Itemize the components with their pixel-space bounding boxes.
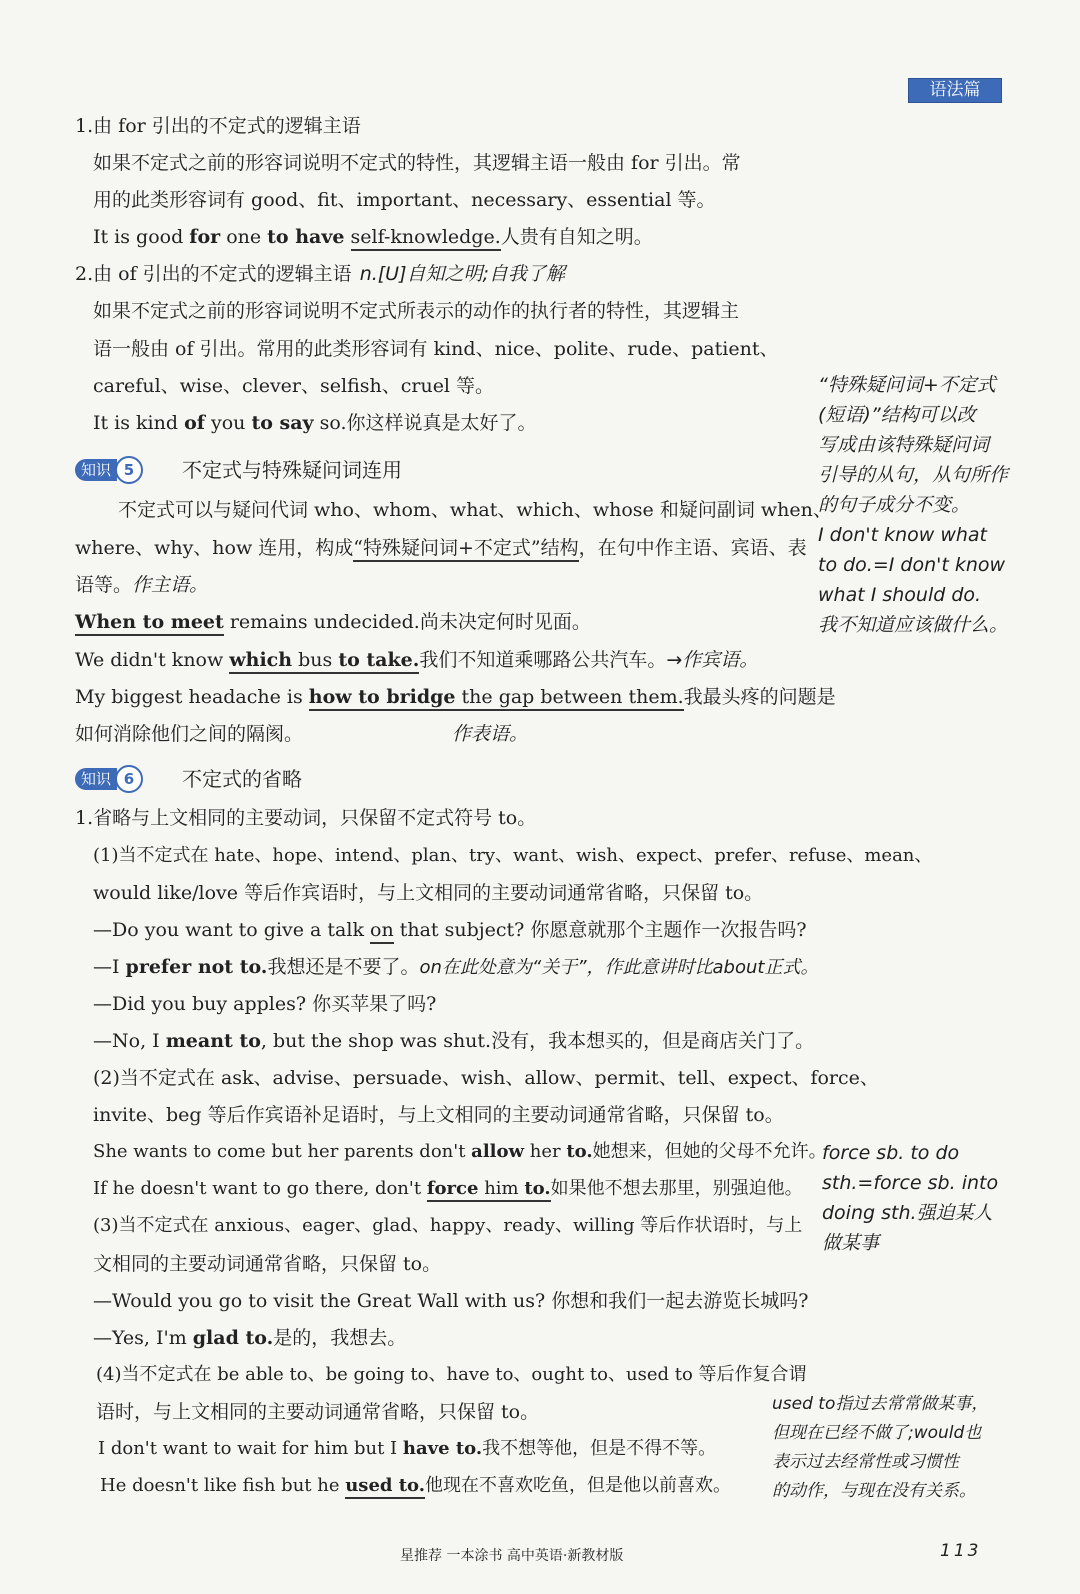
section-2-title: 2.由 of 引出的不定式的逻辑主语 n.[U]自知之明;自我了解: [75, 263, 565, 285]
section-2-example: It is kind of you to say so.你这样说真是太好了。: [93, 412, 537, 434]
example-sentence: When to meet remains undecided.尚未决定何时见面。: [75, 609, 591, 635]
handwritten-side-note: used to指过去常常做某事， 但现在已经不做了;would也 表示过去经常性或习惯性 的动作，与现在没有关系。: [772, 1394, 989, 1501]
section-2-paragraph: 语一般由 of 引出。常用的此类形容词有 kind、nice、polite、rude、patient、: [93, 338, 779, 360]
example-sentence: He doesn't like fish but he used to.他现在不喜欢吃鱼，但是他以前喜欢。: [100, 1473, 731, 1499]
section-2-paragraph: careful、wise、clever、selfish、cruel 等。: [93, 375, 495, 397]
example-sentence: She wants to come but her parents don't allow her to.她想来，但她的父母不允许。: [93, 1141, 827, 1162]
dialogue-line: —No, I meant to, but the shop was shut.没有，我本想买的，但是商店关门了。: [93, 1030, 815, 1052]
dialogue-line: —Did you buy apples? 你买苹果了吗?: [93, 993, 437, 1015]
rule-paragraph: (4)当不定式在 be able to、be going to、have to、ought to、used to 等后作复合谓: [96, 1364, 807, 1385]
page-number: 113: [940, 1541, 982, 1561]
handwritten-note: on在此处意为“关于”，作此意讲时比about正式。: [419, 957, 819, 978]
page-footer: 星推荐 一本涂书 高中英语·新教材版: [400, 1548, 624, 1564]
rule-paragraph: would like/love 等后作宾语时，与上文相同的主要动词通常省略，只保留 to。: [93, 882, 764, 904]
knowledge-title: 不定式与特殊疑问词连用: [182, 458, 402, 482]
section-tag: 语法篇: [908, 78, 1002, 103]
handwritten-side-note: force sb. to do sth.=force sb. into doing sth.强迫某人 做某事: [822, 1142, 999, 1254]
dialogue-line: —I prefer not to.我想还是不要了。on在此处意为“关于”，作此意讲时比about正式。: [93, 956, 819, 978]
section-1-paragraph: 如果不定式之前的形容词说明不定式的特性，其逻辑主语一般由 for 引出。常: [93, 152, 741, 174]
example-sentence: If he doesn't want to go there, don't force him to.如果他不想去那里，别强迫他。: [93, 1176, 803, 1202]
dialogue-line: —Yes, I'm glad to.是的，我想去。: [93, 1327, 407, 1349]
section-1-title: 1.由 for 引出的不定式的逻辑主语: [75, 115, 361, 137]
handwritten-note: 作主语。: [132, 574, 209, 596]
knowledge-badge: 知识 6: [75, 766, 143, 792]
dialogue-line: —Do you want to give a talk on that subject? 你愿意就那个主题作一次报告吗?: [93, 917, 807, 943]
knowledge-paragraph: 语等。作主语。: [75, 574, 209, 596]
section-1-paragraph: 用的此类形容词有 good、fit、important、necessary、essential 等。: [93, 189, 716, 211]
handwritten-side-note: “特殊疑问词+不定式 (短语)”结构可以改 写成由该特殊疑问词 引导的从句，从句所作 的句子成分不变。 I don't know what to do.=I don't know what I should do. 我不知道应该做什么。: [818, 374, 1009, 636]
example-sentence: My biggest headache is how to bridge the gap between them.我最头疼的问题是: [75, 684, 836, 710]
rule-paragraph: (3)当不定式在 anxious、eager、glad、happy、ready、willing 等后作状语时，与上: [93, 1215, 803, 1236]
rule-paragraph: (1)当不定式在 hate、hope、intend、plan、try、want、wish、expect、prefer、refuse、mean、: [93, 845, 933, 866]
handwritten-note: →作宾语。: [666, 649, 759, 671]
rule-paragraph: (2)当不定式在 ask、advise、persuade、wish、allow、permit、tell、expect、force、: [93, 1067, 879, 1089]
handwritten-note: n.[U]自知之明;自我了解: [359, 263, 565, 285]
section-1-example: It is good for one to have self-knowledge.人贵有自知之明。: [93, 224, 653, 250]
subsection-title: 1.省略与上文相同的主要动词，只保留不定式符号 to。: [75, 807, 537, 829]
knowledge-title: 不定式的省略: [182, 767, 302, 791]
example-sentence: We didn't know which bus to take.我们不知道乘哪路公共汽车。→作宾语。: [75, 647, 758, 673]
rule-paragraph: 文相同的主要动词通常省略，只保留 to。: [93, 1253, 442, 1275]
knowledge-badge: 知识 5: [75, 457, 143, 483]
handwritten-note: 作表语。: [452, 723, 529, 745]
dialogue-line: —Would you go to visit the Great Wall with us? 你想和我们一起去游览长城吗?: [93, 1290, 809, 1312]
example-sentence: I don't want to wait for him but I have to.我不想等他，但是不得不等。: [98, 1438, 717, 1459]
rule-paragraph: invite、beg 等后作宾语补足语时，与上文相同的主要动词通常省略，只保留 to。: [93, 1104, 784, 1126]
knowledge-paragraph: 不定式可以与疑问代词 who、whom、what、which、whose 和疑问副词 when、: [118, 499, 832, 521]
knowledge-paragraph: where、why、how 连用，构成“特殊疑问词+不定式”结构，在句中作主语、宾语、表: [75, 535, 807, 561]
rule-paragraph: 语时，与上文相同的主要动词通常省略，只保留 to。: [96, 1401, 540, 1423]
example-sentence: 如何消除他们之间的隔阂。: [75, 723, 304, 745]
section-2-paragraph: 如果不定式之前的形容词说明不定式所表示的动作的执行者的特性，其逻辑主: [93, 300, 740, 322]
